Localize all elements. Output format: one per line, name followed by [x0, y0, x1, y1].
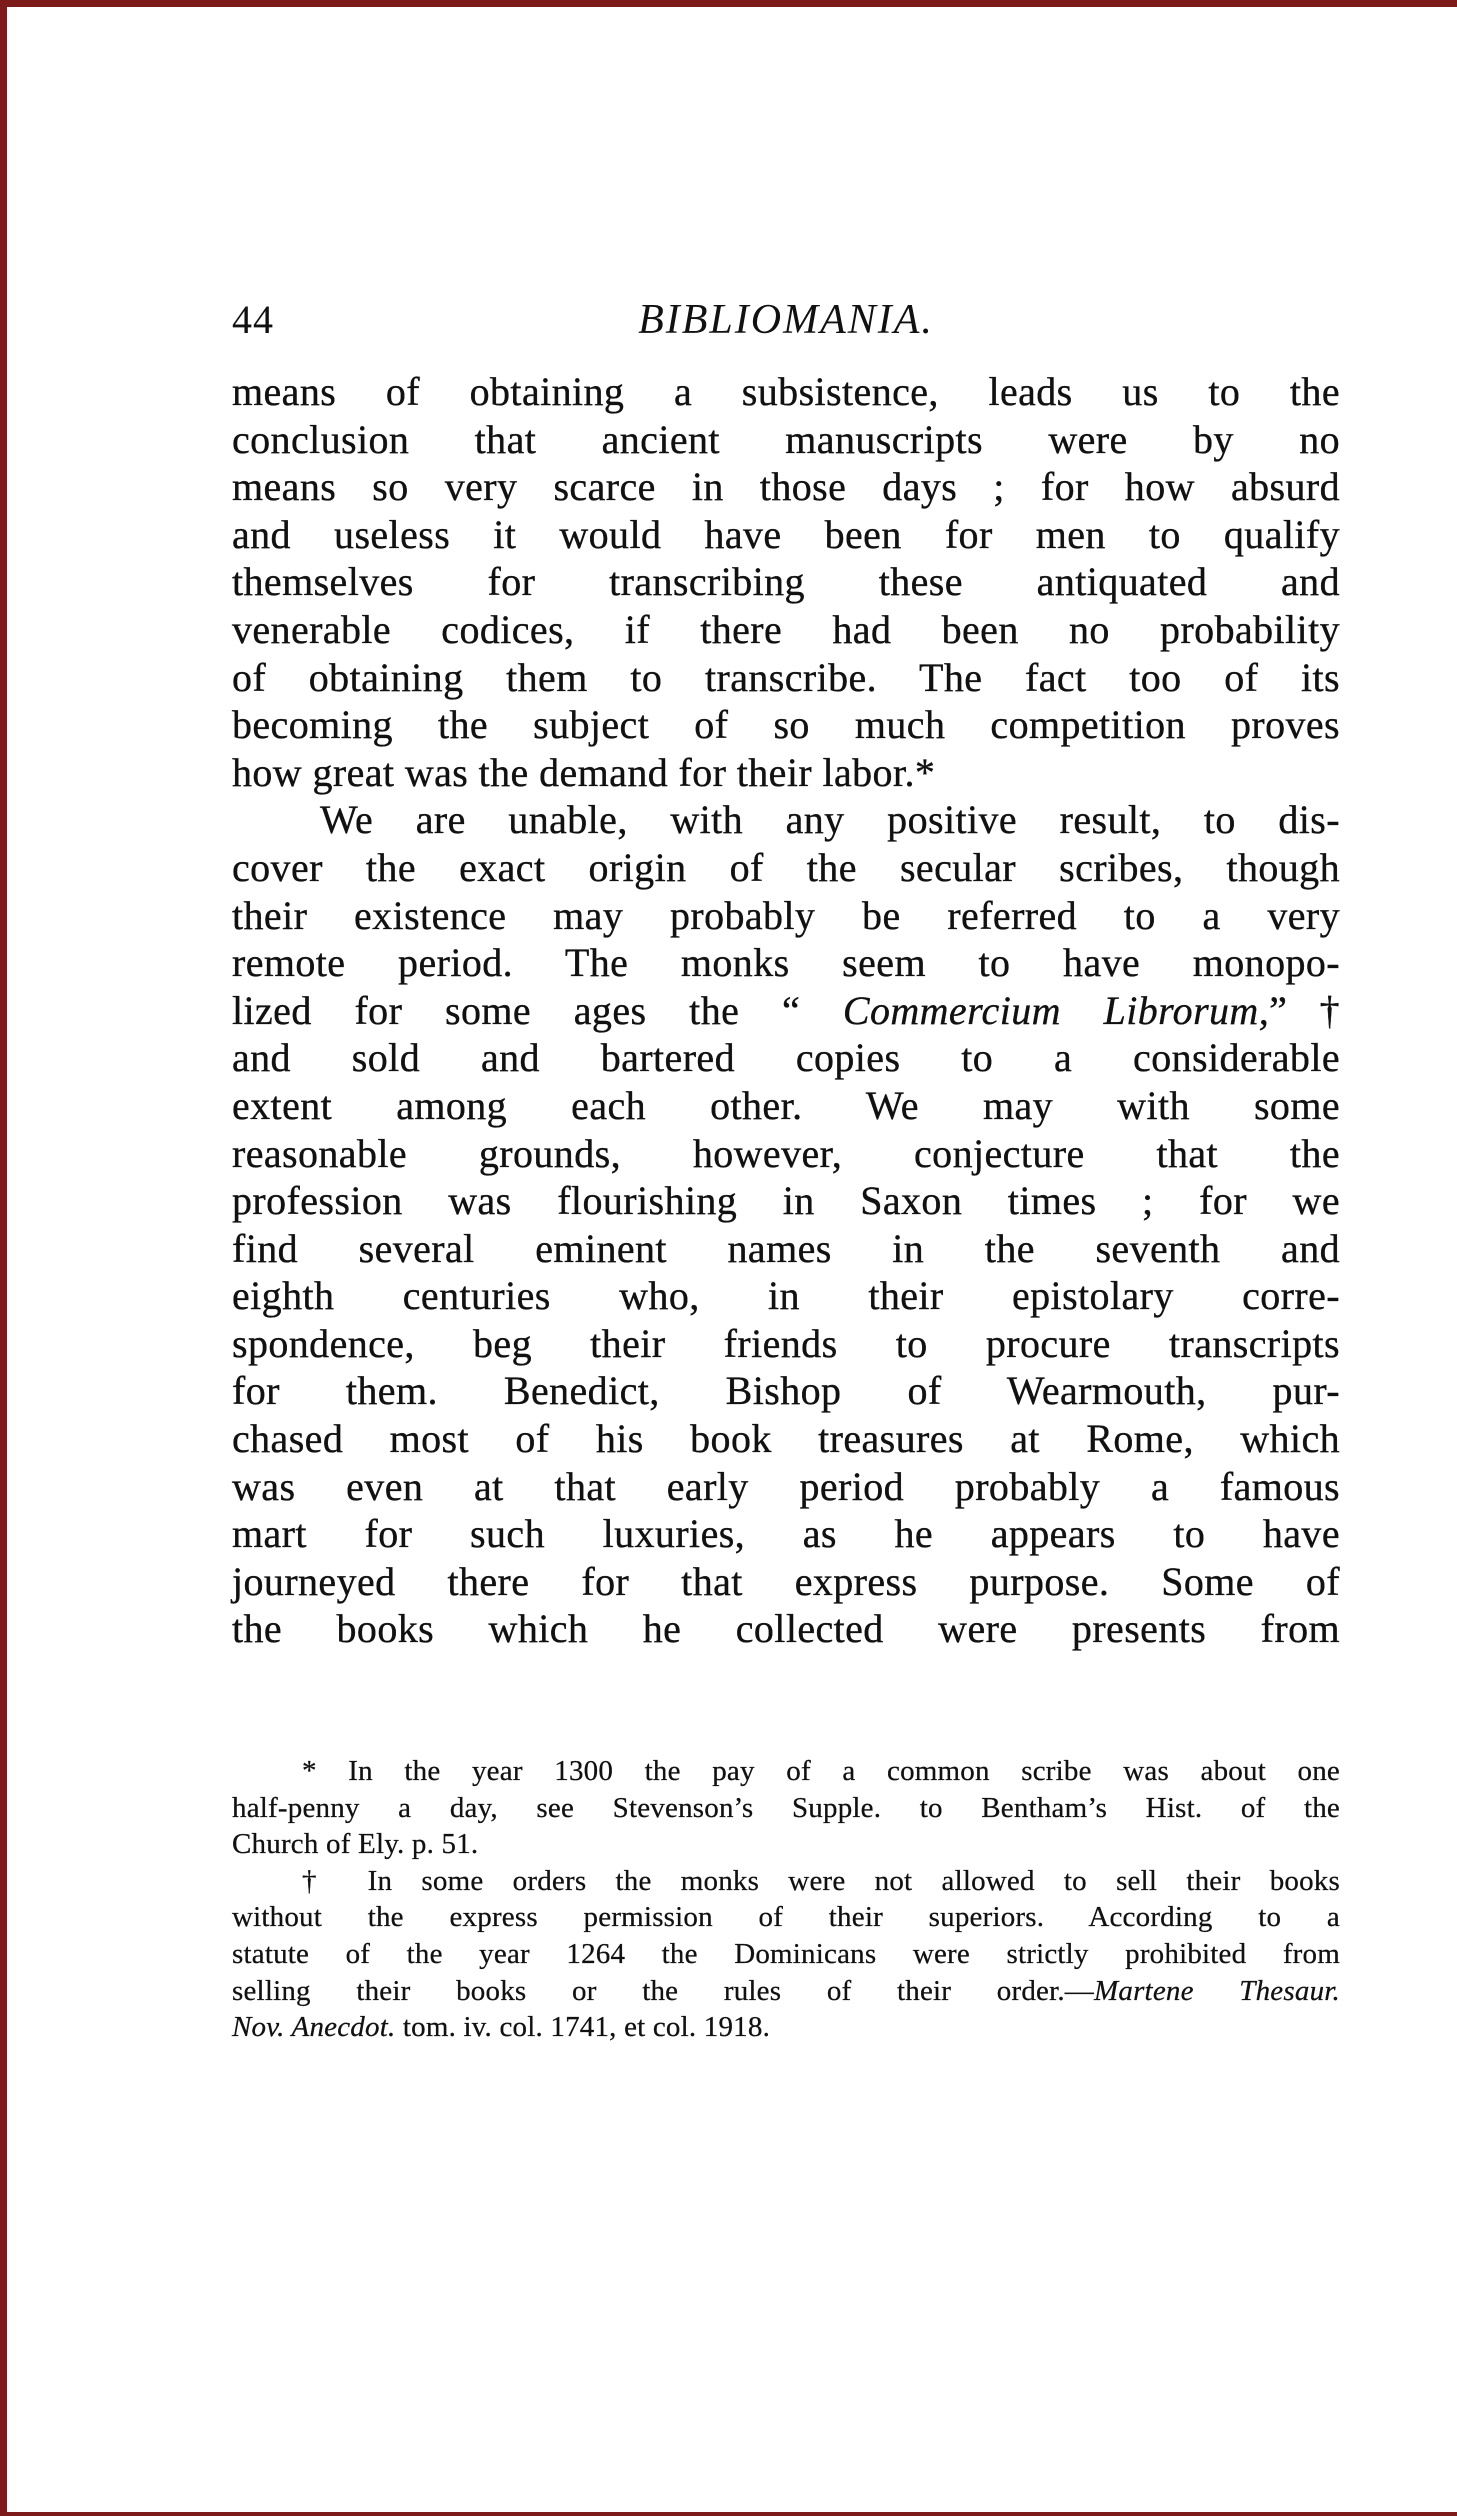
running-title: BIBLIOMANIA.	[638, 297, 934, 343]
text-run: means so very scarce in those days ; for how absurd	[232, 464, 1340, 510]
text-run: cover the exact origin of the secular scribes, though	[232, 844, 1340, 890]
body-line	[232, 463, 1340, 511]
footnote-line	[232, 1790, 1340, 1827]
text-run: how great was the demand for their labor.*	[232, 749, 936, 795]
paragraph	[232, 368, 1340, 796]
body-line	[232, 416, 1340, 464]
body-line	[232, 1130, 1340, 1178]
scan-edge-bottom	[0, 2512, 1457, 2516]
text-run: remote period. The monks seem to have monopo-	[232, 940, 1340, 986]
text-run: statute of the year 1264 the Dominicans were strictly prohibited from	[232, 1938, 1340, 1970]
body-line	[232, 1510, 1340, 1558]
body-line	[232, 1320, 1340, 1368]
footnote-line	[232, 1899, 1340, 1936]
body-line	[232, 1177, 1340, 1225]
footnote-line	[232, 1753, 1340, 1790]
text-run: † In some orders the monks were not allowed to sell their books	[302, 1864, 1340, 1897]
page-number: 44	[232, 297, 274, 342]
text-run: journeyed there for that express purpose. Some of	[232, 1558, 1340, 1604]
body-line	[232, 654, 1340, 702]
body-line	[232, 844, 1340, 892]
text-run: extent among each other. We may with some	[232, 1082, 1340, 1128]
text-run: mart for such luxuries, as he appears to have	[232, 1511, 1340, 1557]
italic-text: Martene Thesaur.	[1094, 1974, 1340, 2007]
body-line	[232, 1225, 1340, 1273]
text-run: conclusion that ancient manuscripts were by no	[232, 416, 1340, 462]
text-run: reasonable grounds, however, conjecture that the	[232, 1130, 1340, 1176]
text-run: eighth centuries who, in their epistolary corre-	[232, 1273, 1340, 1319]
body-line	[232, 606, 1340, 654]
text-run: * In the year 1300 the pay of a common scribe was about one	[302, 1755, 1340, 1788]
text-run: tom. iv. col. 1741, et col. 1918.	[395, 2011, 771, 2044]
text-run: half-penny a day, see Stevenson’s Supple. to Bentham’s Hist. of the	[232, 1791, 1340, 1824]
page-header	[232, 296, 1340, 344]
text-run: without the express permission of their superiors. According to a	[232, 1901, 1340, 1934]
text-run: lized for some ages the “	[232, 987, 843, 1033]
paragraph	[232, 1753, 1340, 1863]
text-run: spondence, beg their friends to procure transcripts	[232, 1320, 1340, 1366]
body-line	[232, 1558, 1340, 1606]
footnote-line	[232, 2009, 1340, 2046]
scan-edge-left	[0, 0, 7, 2516]
text-run: profession was flourishing in Saxon times ; for we	[232, 1178, 1340, 1224]
body-line	[232, 1082, 1340, 1130]
body-line	[232, 1272, 1340, 1320]
footnote-line	[232, 1826, 1340, 1863]
body-line	[232, 558, 1340, 606]
body-line	[232, 1463, 1340, 1511]
text-run: find several eminent names in the seventh and	[232, 1225, 1340, 1271]
body-line	[232, 701, 1340, 749]
text-run: Church of Ely. p. 51.	[232, 1828, 479, 1861]
text-run: We are unable, with any positive result, to dis-	[320, 797, 1340, 843]
italic-text: Commercium Librorum,	[842, 987, 1270, 1033]
footnote-line	[232, 1863, 1340, 1900]
body-line	[232, 939, 1340, 987]
body-line	[232, 368, 1340, 416]
body-line	[232, 511, 1340, 559]
text-run: selling their books or the rules of their order.—	[232, 1974, 1095, 2007]
body-line	[232, 987, 1340, 1035]
body-line	[232, 1415, 1340, 1463]
body-line	[232, 749, 1340, 797]
text-run: chased most of his book treasures at Rome, which	[232, 1416, 1340, 1462]
text-run: of obtaining them to transcribe. The fact too of its	[232, 654, 1340, 700]
text-run: and useless it would have been for men to qualify	[232, 511, 1340, 557]
footnote-line	[232, 1936, 1340, 1973]
body-line	[232, 796, 1340, 844]
footnote-line	[232, 1973, 1340, 2010]
paragraph	[232, 1863, 1340, 2046]
text-run: means of obtaining a subsistence, leads us to the	[232, 369, 1340, 414]
text-run: ”†	[1269, 987, 1341, 1033]
body-line	[232, 1034, 1340, 1082]
body-text	[232, 368, 1340, 1653]
text-run: and sold and bartered copies to a considerable	[232, 1035, 1340, 1081]
body-line	[232, 892, 1340, 940]
body-line	[232, 1605, 1340, 1653]
text-run: venerable codices, if there had been no probability	[232, 606, 1340, 652]
text-run: themselves for transcribing these antiquated and	[232, 559, 1340, 605]
footnotes	[232, 1753, 1340, 2046]
text-run: becoming the subject of so much competition proves	[232, 702, 1340, 748]
text-run: was even at that early period probably a famous	[232, 1463, 1340, 1509]
text-run: for them. Benedict, Bishop of Wearmouth, pur-	[232, 1368, 1340, 1414]
paragraph	[232, 796, 1340, 1653]
text-column	[232, 296, 1340, 2046]
body-line	[232, 1367, 1340, 1415]
scan-edge-top	[0, 0, 1457, 7]
italic-text: Nov. Anecdot.	[232, 2011, 396, 2044]
text-run: the books which he collected were presents from	[232, 1606, 1340, 1652]
text-run: their existence may probably be referred to a very	[232, 892, 1340, 938]
